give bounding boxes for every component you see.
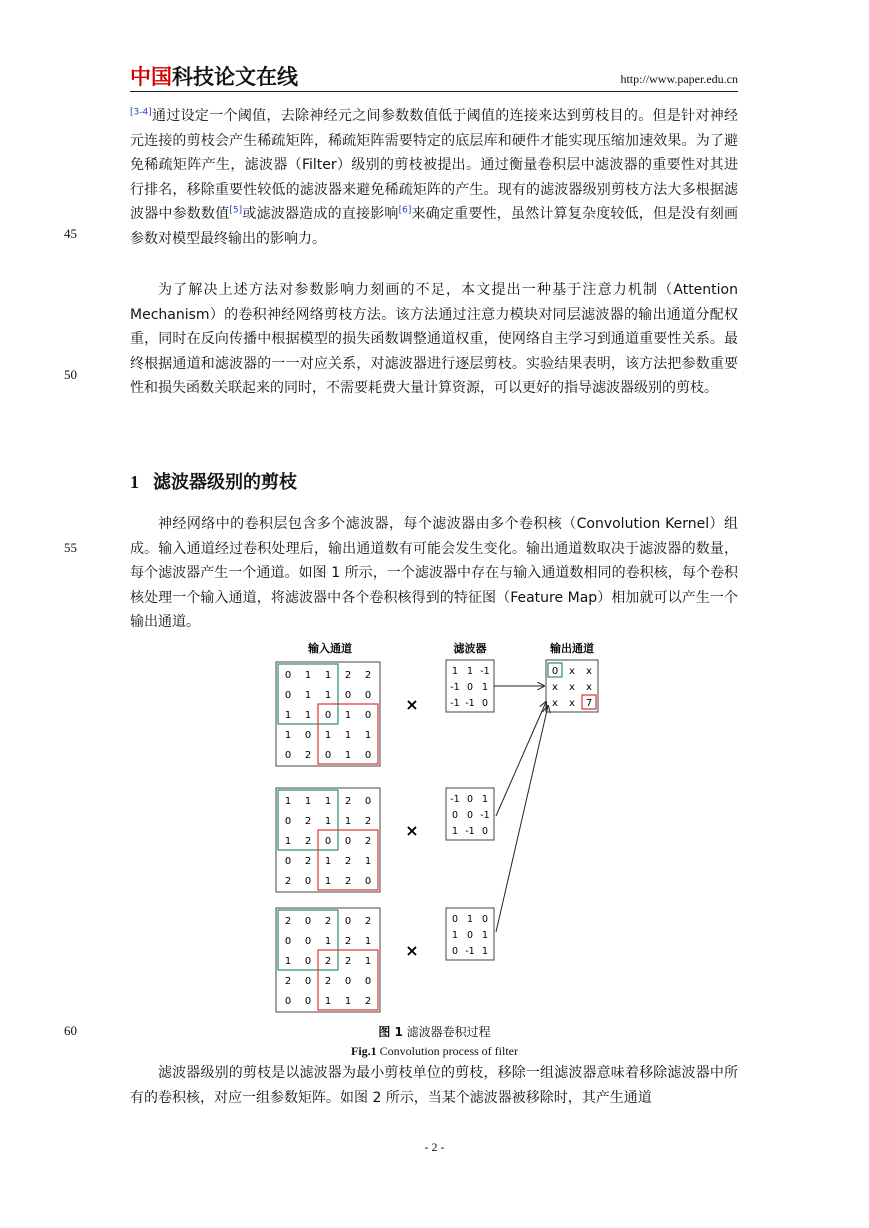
input-cell: 2	[324, 976, 332, 987]
input-cell: 0	[364, 976, 372, 987]
filter-cell: 1	[451, 930, 459, 941]
page-number: - 2 -	[424, 1140, 445, 1154]
filter-cell: 0	[481, 698, 489, 709]
input-cell: 0	[284, 750, 292, 761]
input-cell: 0	[284, 996, 292, 1007]
filter-cell: -1	[465, 826, 475, 837]
output-cell: x	[569, 698, 575, 709]
multiply-sign: ×	[405, 941, 419, 960]
input-cell: 0	[364, 876, 372, 887]
input-cell: 1	[284, 836, 292, 847]
filter-cell: 1	[481, 930, 489, 941]
input-cell: 2	[304, 856, 312, 867]
input-cell: 2	[284, 916, 292, 927]
filter-cell: 1	[451, 666, 459, 677]
convolution-figure	[270, 640, 610, 1015]
section-heading: 1 滤波器级别的剪枝	[130, 472, 297, 493]
input-cell: 1	[324, 730, 332, 741]
input-cell: 0	[284, 816, 292, 827]
output-cell: x	[569, 682, 575, 693]
input-cell: 0	[344, 976, 352, 987]
label-output-channel: 输出通道	[550, 642, 594, 655]
label-filter: 滤波器	[453, 642, 487, 655]
line-number: 50	[64, 367, 77, 382]
input-cell: 0	[324, 750, 332, 761]
filter-cell: 0	[466, 930, 474, 941]
input-cell: 0	[324, 836, 332, 847]
input-cell: 1	[324, 876, 332, 887]
journal-logo: 中国科技论文在线	[130, 65, 298, 89]
filter-cell: 0	[466, 682, 474, 693]
input-cell: 1	[324, 936, 332, 947]
output-cell: x	[586, 682, 592, 693]
input-cell: 0	[284, 670, 292, 681]
paragraph-2: 为了解决上述方法对参数影响力刻画的不足，本文提出一种基于注意力机制（Attention Mechanism）的卷积神经网络剪枝方法。该方法通过注意力模块对同层滤波器的输出通道分配权重，同时在反向传播中根据模型的损失函数调整通道权重，使网络自主学习到通道重要性关系。最终根据通道和滤波器的一一对应关系，对滤波器进行逐层剪枝。实验结果表明，该方法把参数重要性和损失函数关联起来的同时，不需要耗费大量计算资源，可以更好的指导滤波器级别的剪枝。	[130, 282, 738, 396]
line-number: 60	[64, 1023, 77, 1038]
input-cell: 1	[284, 956, 292, 967]
input-cell: 2	[284, 876, 292, 887]
output-cell: x	[569, 666, 575, 677]
input-cell: 1	[364, 936, 372, 947]
filter-cell: 1	[481, 794, 489, 805]
output-cell: x	[586, 666, 592, 677]
arrow-filter-2	[496, 702, 546, 816]
input-cell: 2	[364, 916, 372, 927]
input-cell: 0	[284, 690, 292, 701]
input-cell: 2	[364, 670, 372, 681]
input-cell: 0	[364, 710, 372, 721]
input-cell: 0	[364, 796, 372, 807]
input-cell: 0	[304, 936, 312, 947]
filter-cell: 1	[481, 946, 489, 957]
output-cell: x	[552, 682, 558, 693]
filter-cell: -1	[465, 946, 475, 957]
output-cell: x	[552, 698, 558, 709]
input-cell: 0	[284, 936, 292, 947]
input-cell: 2	[324, 956, 332, 967]
input-cell: 1	[344, 750, 352, 761]
filter-cell: -1	[480, 666, 490, 677]
input-cell: 1	[364, 856, 372, 867]
page-header	[130, 64, 738, 92]
input-cell: 0	[324, 710, 332, 721]
label-input-channels: 输入通道	[308, 642, 352, 655]
input-cell: 0	[304, 876, 312, 887]
input-cell: 1	[344, 710, 352, 721]
input-cell: 1	[304, 796, 312, 807]
filter-cell: -1	[480, 810, 490, 821]
line-number: 45	[64, 226, 77, 241]
input-cell: 1	[284, 796, 292, 807]
filter-cell: 0	[481, 826, 489, 837]
input-cell: 0	[344, 690, 352, 701]
filter-cell: 1	[451, 826, 459, 837]
citation-5[interactable]: [5]	[229, 205, 243, 216]
figure-caption-en: Fig.1 Convolution process of filter	[351, 1044, 518, 1058]
input-cell: 2	[304, 816, 312, 827]
header-url[interactable]: http://www.paper.edu.cn	[620, 72, 738, 86]
filter-cell: -1	[465, 698, 475, 709]
filter-cell: -1	[450, 682, 460, 693]
input-cell: 2	[324, 916, 332, 927]
input-cell: 1	[364, 730, 372, 741]
input-cell: 0	[304, 996, 312, 1007]
input-cell: 0	[304, 976, 312, 987]
input-cell: 1	[344, 816, 352, 827]
header-rule	[130, 91, 738, 92]
input-cell: 0	[344, 916, 352, 927]
filter-cell: 0	[466, 810, 474, 821]
filter-cell: 0	[466, 794, 474, 805]
input-cell: 2	[344, 796, 352, 807]
input-cell: 0	[304, 730, 312, 741]
input-cell: 1	[324, 856, 332, 867]
filter-cell: 0	[481, 914, 489, 925]
paragraph-1: [3-4]通过设定一个阈值，去除神经元之间参数数值低于阈值的连接来达到剪枝目的。但是针对神经元连接的剪枝会产生稀疏矩阵，稀疏矩阵需要特定的底层库和硬件才能实现压缩加速效果。为了避免稀疏矩阵产生，滤波器（Filter）级别的剪枝被提出。通过衡量卷积层中滤波器的重要性对其进行排名，移除重要性较低的滤波器来避免稀疏矩阵的产生。现有的滤波器级别剪枝方法大多根据滤波器中参数数值[5]或滤波器造成的直接影响[6]来确定重要性，虽然计算复杂度较低，但是没有刻画参数对模型最终输出的影响力。	[130, 107, 739, 247]
paragraph-3: 神经网络中的卷积层包含多个滤波器，每个滤波器由多个卷积核（Convolution Kernel）组成。输入通道经过卷积处理后，输出通道数有可能会发生变化。输出通道数取决于滤波器的数量，每个滤波器产生一个通道。如图 1 所示，一个滤波器中存在与输入通道数相同的卷积核，每个卷积核处理一个输入通道，将滤波器中各个卷积核得到的特征图（Feature Map）相加就可以产生一个输出通道。	[130, 516, 738, 630]
input-cell: 2	[344, 856, 352, 867]
filter-cell: 1	[466, 666, 474, 677]
input-cell: 1	[324, 670, 332, 681]
input-cell: 1	[324, 796, 332, 807]
input-cell: 1	[324, 690, 332, 701]
input-cell: 1	[304, 690, 312, 701]
filter-cell: 0	[451, 810, 459, 821]
citation-6[interactable]: [6]	[398, 205, 412, 216]
figure-caption-cn: 图 1 滤波器卷积过程	[378, 1025, 491, 1039]
input-cell: 2	[344, 876, 352, 887]
line-number: 55	[64, 540, 77, 555]
input-cell: 2	[284, 976, 292, 987]
filter-cell: -1	[450, 698, 460, 709]
input-cell: 0	[284, 856, 292, 867]
input-cell: 2	[344, 936, 352, 947]
arrow-filter-3	[496, 706, 548, 932]
input-cell: 2	[344, 670, 352, 681]
input-cell: 0	[304, 916, 312, 927]
multiply-sign: ×	[405, 821, 419, 840]
input-cell: 0	[304, 956, 312, 967]
input-cell: 1	[324, 816, 332, 827]
output-cell: 0	[551, 666, 559, 677]
input-cell: 1	[284, 730, 292, 741]
input-cell: 2	[364, 816, 372, 827]
input-cell: 0	[364, 690, 372, 701]
citation-3-4[interactable]: [3-4]	[130, 107, 152, 118]
input-cell: 1	[344, 730, 352, 741]
input-cell: 0	[364, 750, 372, 761]
filter-cell: -1	[450, 794, 460, 805]
input-cell: 2	[344, 956, 352, 967]
input-cell: 1	[304, 710, 312, 721]
filter-cell: 0	[451, 914, 459, 925]
input-cell: 0	[344, 836, 352, 847]
multiply-sign: ×	[405, 695, 419, 714]
input-cell: 2	[304, 750, 312, 761]
input-cell: 1	[324, 996, 332, 1007]
input-cell: 2	[364, 836, 372, 847]
input-cell: 2	[364, 996, 372, 1007]
filter-cell: 0	[451, 946, 459, 957]
output-cell: 7	[585, 698, 593, 709]
input-cell: 1	[284, 710, 292, 721]
input-cell: 1	[304, 670, 312, 681]
input-cell: 1	[364, 956, 372, 967]
filter-cell: 1	[466, 914, 474, 925]
input-cell: 1	[344, 996, 352, 1007]
paragraph-4: 滤波器级别的剪枝是以滤波器为最小剪枝单位的剪枝，移除一组滤波器意味着移除滤波器中所有的卷积核，对应一组参数矩阵。如图 2 所示，当某个滤波器被移除时，其产生通道	[130, 1065, 738, 1106]
filter-cell: 1	[481, 682, 489, 693]
input-cell: 2	[304, 836, 312, 847]
